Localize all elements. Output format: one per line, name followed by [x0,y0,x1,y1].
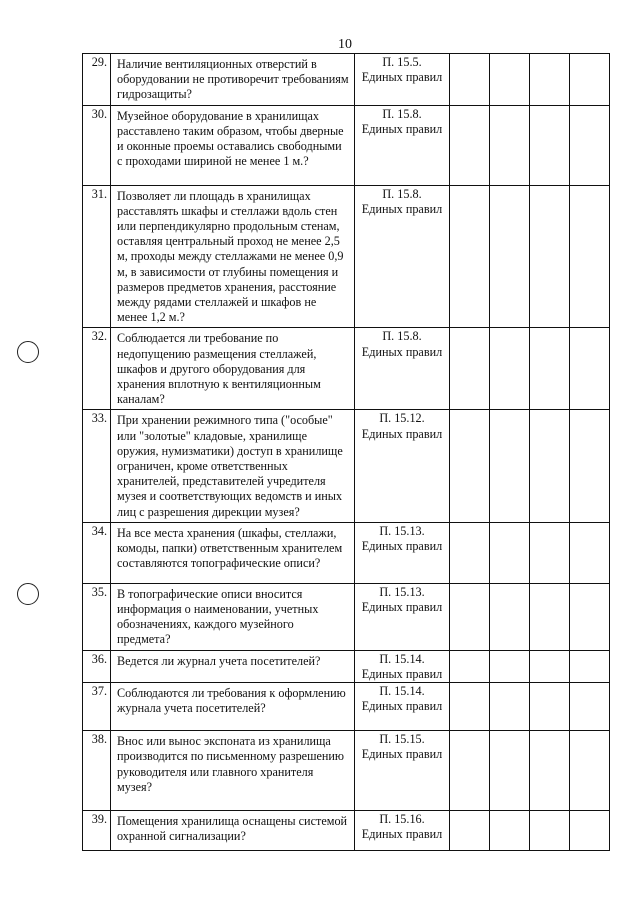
row-number: 39. [83,811,111,851]
answer-cell[interactable] [530,811,570,851]
answer-cell[interactable] [530,583,570,650]
reference-point: П. 15.12. [379,411,425,426]
answer-cell[interactable] [570,731,610,811]
reference-document: Единых правил [361,699,443,714]
reference-point: П. 15.16. [379,812,425,827]
row-number: 29. [83,54,111,106]
reference-point: П. 15.15. [379,732,425,747]
checklist-row [83,731,610,811]
question-text: Ведется ли журнал учета посетителей? [111,650,355,682]
reference-document: Единых правил [361,666,443,681]
answer-cell[interactable] [530,683,570,731]
answer-cell[interactable] [530,522,570,583]
answer-cell[interactable] [570,583,610,650]
checklist-row [83,410,610,522]
row-number: 38. [83,731,111,811]
answer-cell[interactable] [530,105,570,185]
answer-cell[interactable] [450,683,490,731]
row-number: 31. [83,185,111,328]
question-text: Наличие вентиляционных отверстий в оборудовании не противоречит требованиям гидрозащиты? [111,54,355,106]
question-text: В топографические описи вносится информация о наименовании, учетных обозначениях, каждого музейного предмета? [111,583,355,650]
row-number: 33. [83,410,111,522]
answer-cell[interactable] [450,650,490,682]
answer-cell[interactable] [450,731,490,811]
row-number: 35. [83,583,111,650]
answer-cell[interactable] [450,522,490,583]
checklist-row [83,328,610,410]
row-number: 34. [83,522,111,583]
reference-document: Единых правил [361,70,443,85]
binder-hole-marker [17,341,39,363]
answer-cell[interactable] [450,185,490,328]
reference-cell [355,650,450,682]
answer-cell[interactable] [450,811,490,851]
answer-cell[interactable] [450,410,490,522]
reference-point: П. 15.8. [382,329,422,344]
reference-cell [355,811,450,851]
reference-document: Единых правил [361,426,443,441]
answer-cell[interactable] [570,410,610,522]
answer-cell[interactable] [490,811,530,851]
question-text: Музейное оборудование в хранилищах расставлено таким образом, чтобы дверные и оконные проемы оставались свободными с проходами шириной не менее 1 м.? [111,105,355,185]
question-text: Помещения хранилища оснащены системой охранной сигнализации? [111,811,355,851]
reference-document: Единых правил [361,344,443,359]
answer-cell[interactable] [490,328,530,410]
row-number: 30. [83,105,111,185]
answer-cell[interactable] [530,328,570,410]
answer-cell[interactable] [570,650,610,682]
answer-cell[interactable] [530,650,570,682]
checklist-row [83,811,610,851]
reference-document: Единых правил [361,121,443,136]
answer-cell[interactable] [490,731,530,811]
reference-point: П. 15.5. [382,55,422,69]
answer-cell[interactable] [530,410,570,522]
answer-cell[interactable] [490,54,530,106]
reference-cell [355,683,450,731]
reference-document: Единых правил [361,201,443,216]
reference-cell [355,105,450,185]
checklist-row [83,105,610,185]
answer-cell[interactable] [490,185,530,328]
answer-cell[interactable] [450,54,490,106]
answer-cell[interactable] [530,185,570,328]
checklist-row [83,650,610,682]
checklist-row [83,522,610,583]
answer-cell[interactable] [530,731,570,811]
answer-cell[interactable] [570,522,610,583]
reference-document: Единых правил [361,827,443,842]
checklist-row [83,185,610,328]
answer-cell[interactable] [490,522,530,583]
reference-cell [355,583,450,650]
reference-point: П. 15.8. [382,186,422,201]
reference-document: Единых правил [361,539,443,554]
reference-point: П. 15.13. [379,523,425,538]
reference-cell [355,410,450,522]
reference-cell [355,54,450,106]
reference-point: П. 15.8. [382,106,422,121]
checklist-table [82,53,610,851]
question-text: Внос или вынос экспоната из хранилища производится по письменному разрешению руководителя или главного хранителя музея? [111,731,355,811]
reference-point: П. 15.14. [379,684,425,699]
checklist-row [83,54,610,106]
answer-cell[interactable] [570,185,610,328]
answer-cell[interactable] [570,811,610,851]
reference-point: П. 15.13. [379,584,425,599]
reference-cell [355,185,450,328]
answer-cell[interactable] [490,410,530,522]
reference-cell [355,731,450,811]
question-text: При хранении режимного типа ("особые" или "золотые" кладовые, хранилище оружия, нумизматики) доступ в хранилище ограничен, кроме ответственных хранителей, представителей учредителя музея и соответствующих ведомств и иных лиц с разрешения дирекции музея? [111,410,355,522]
answer-cell[interactable] [450,583,490,650]
binder-hole-marker [17,583,39,605]
answer-cell[interactable] [530,54,570,106]
answer-cell[interactable] [490,683,530,731]
reference-cell [355,522,450,583]
reference-document: Единых правил [361,747,443,762]
answer-cell[interactable] [570,105,610,185]
question-text: Соблюдаются ли требования к оформлению журнала учета посетителей? [111,683,355,731]
question-text: На все места хранения (шкафы, стеллажи, комоды, папки) ответственным хранителем составляются топографические описи? [111,522,355,583]
question-text: Позволяет ли площадь в хранилищах расставлять шкафы и стеллажи вдоль стен или перпендикулярно продольным стенам, оставляя центральный проход не менее 2,5 м, проходы между стеллажами не менее 0,9 м, в зависимости от глубины помещения и размеров предметов хранения, расстояние между рядами стеллажей и шкафов не менее 1,2 м.? [111,185,355,328]
answer-cell[interactable] [490,105,530,185]
answer-cell[interactable] [570,328,610,410]
answer-cell[interactable] [570,54,610,106]
checklist-row [83,683,610,731]
answer-cell[interactable] [450,105,490,185]
row-number: 37. [83,683,111,731]
question-text: Соблюдается ли требование по недопущению размещения стеллажей, шкафов и другого оборудования для хранения вплотную к вентиляционным каналам? [111,328,355,410]
row-number: 32. [83,328,111,410]
answer-cell[interactable] [490,583,530,650]
page-number: 10 [338,37,352,52]
reference-point: П. 15.14. [379,651,425,666]
answer-cell[interactable] [490,650,530,682]
checklist-row [83,583,610,650]
reference-cell [355,328,450,410]
row-number: 36. [83,650,111,682]
reference-document: Единых правил [361,600,443,615]
answer-cell[interactable] [570,683,610,731]
answer-cell[interactable] [450,328,490,410]
